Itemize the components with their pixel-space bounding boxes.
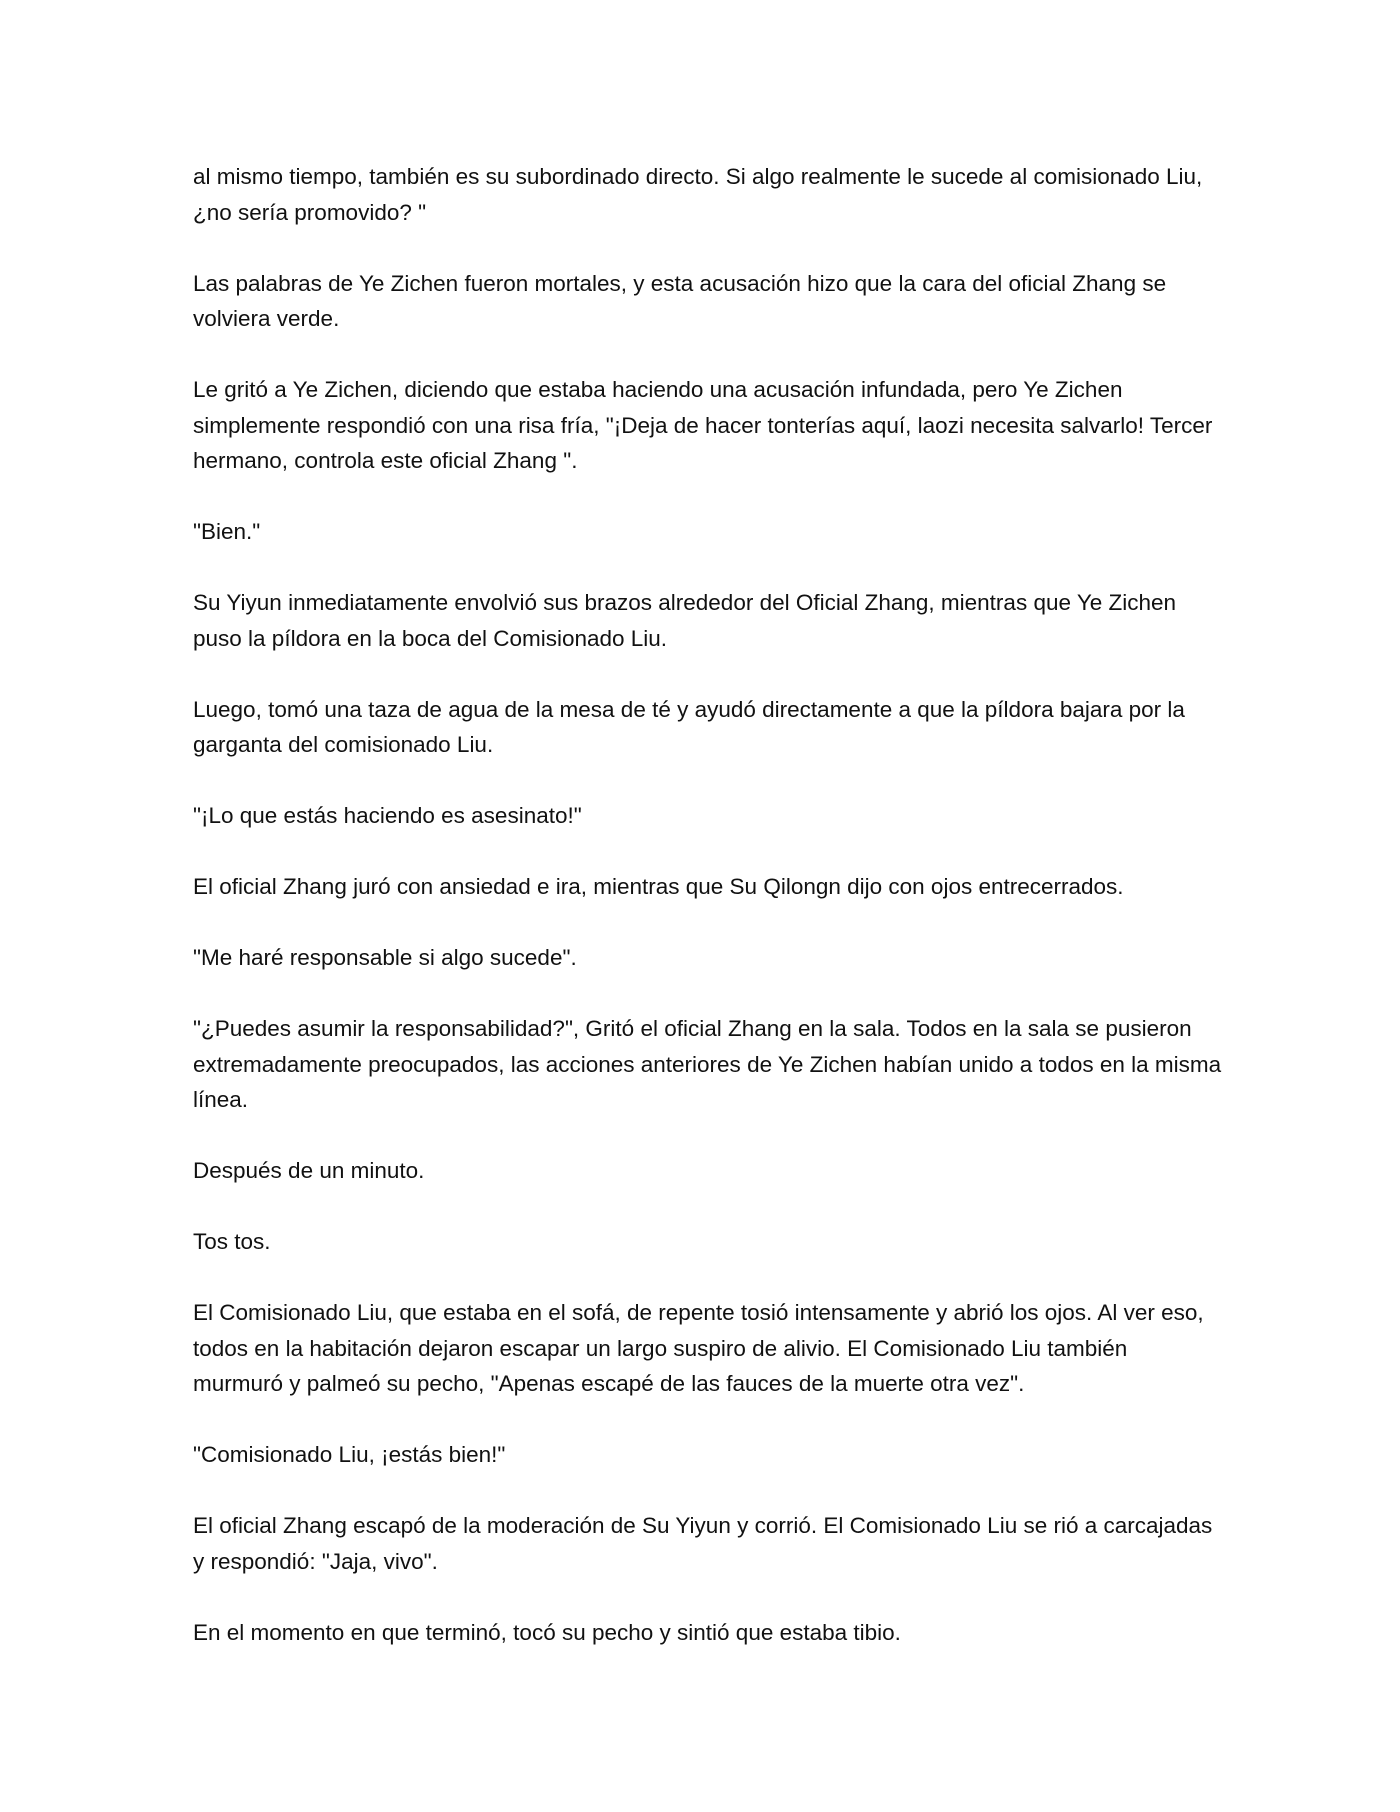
- paragraph: "¡Lo que estás haciendo es asesinato!": [193, 803, 582, 828]
- document-body: [193, 159, 1223, 1650]
- paragraph: al mismo tiempo, también es su subordinado directo. Si algo realmente le sucede al comisionado Liu, ¿no sería promovido? ": [193, 164, 1203, 225]
- paragraph: Le gritó a Ye Zichen, diciendo que estaba haciendo una acusación infundada, pero Ye Zichen simplemente respondió con una risa fría, "¡Deja de hacer tonterías aquí, laozi necesita salvarlo! Tercer hermano, controla este oficial Zhang ".: [193, 377, 1213, 473]
- paragraph: Luego, tomó una taza de agua de la mesa de té y ayudó directamente a que la píldora bajara por la garganta del comisionado Liu.: [193, 696, 1185, 757]
- paragraph: "¿Puedes asumir la responsabilidad?", Gritó el oficial Zhang en la sala. Todos en la sala se pusieron extremadamente preocupados, las acciones anteriores de Ye Zichen habían unido a todos en la misma línea.: [193, 1016, 1222, 1112]
- paragraph: El oficial Zhang juró con ansiedad e ira, mientras que Su Qilongn dijo con ojos entrecerrados.: [193, 874, 1124, 899]
- paragraph: El oficial Zhang escapó de la moderación de Su Yiyun y corrió. El Comisionado Liu se rió a carcajadas y respondió: "Jaja, vivo".: [193, 1513, 1213, 1574]
- paragraph: "Comisionado Liu, ¡estás bien!": [193, 1442, 506, 1467]
- paragraph: Después de un minuto.: [193, 1158, 425, 1183]
- paragraph: Tos tos.: [193, 1229, 271, 1254]
- paragraph: En el momento en que terminó, tocó su pecho y sintió que estaba tibio.: [193, 1619, 901, 1645]
- paragraph: El Comisionado Liu, que estaba en el sofá, de repente tosió intensamente y abrió los ojos. Al ver eso, todos en la habitación dejaron escapar un largo suspiro de alivio. El Comisionado Liu también murmuró y palmeó su pecho, "Apenas escapé de las fauces de la muerte otra vez".: [193, 1300, 1204, 1396]
- paragraph: Las palabras de Ye Zichen fueron mortales, y esta acusación hizo que la cara del oficial Zhang se volviera verde.: [193, 270, 1167, 331]
- paragraph: "Bien.": [193, 519, 261, 544]
- paragraph: "Me haré responsable si algo sucede".: [193, 945, 577, 970]
- paragraph: Su Yiyun inmediatamente envolvió sus brazos alrededor del Oficial Zhang, mientras que Ye Zichen puso la píldora en la boca del Comisionado Liu.: [193, 590, 1177, 651]
